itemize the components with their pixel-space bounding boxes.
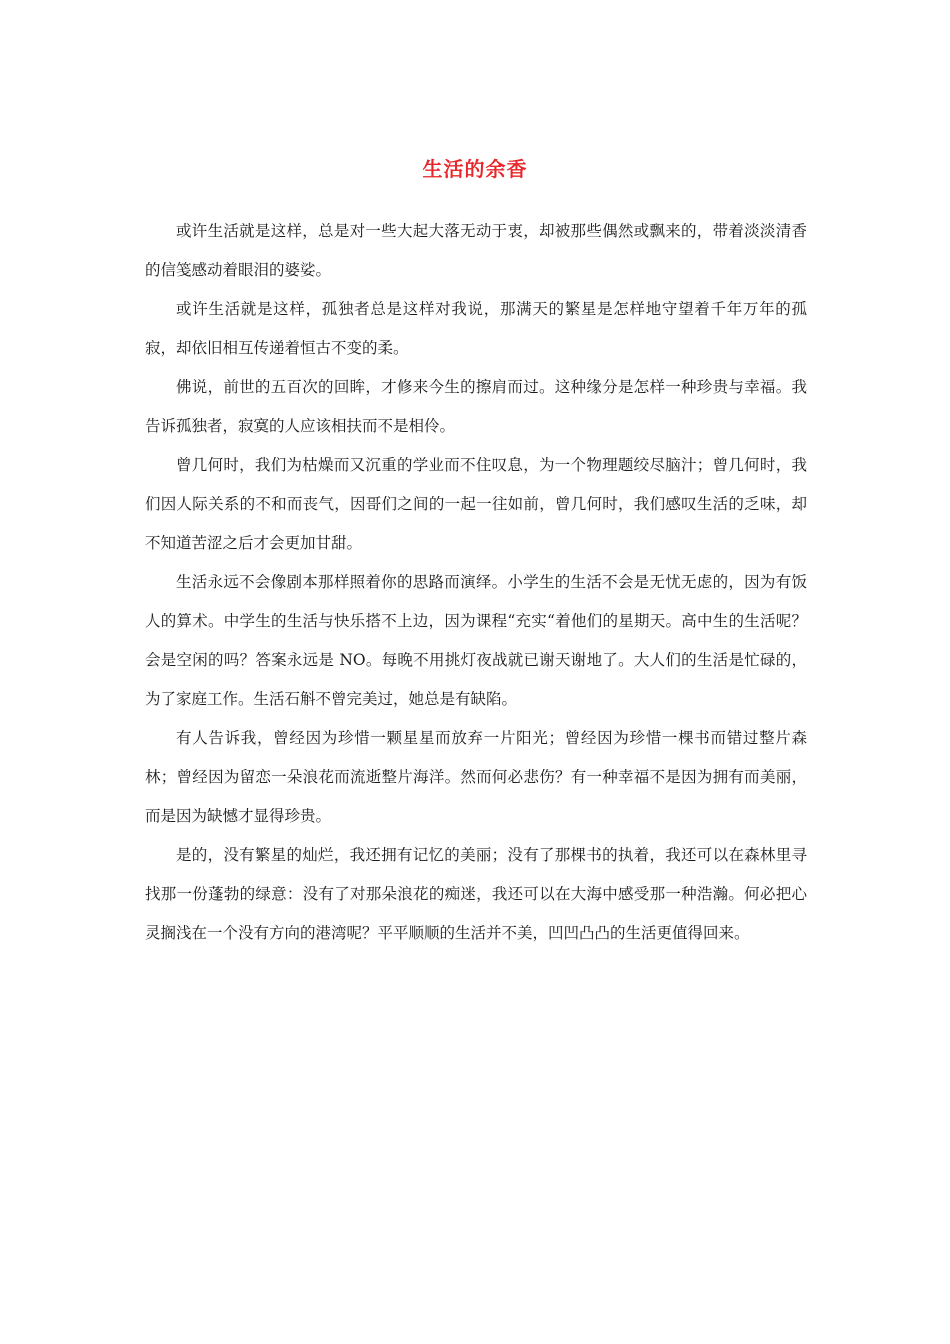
paragraph: 曾几何时，我们为枯燥而又沉重的学业而不住叹息，为一个物理题绞尽脑汁；曾几何时，我们因人际关系的不和而丧气，因哥们之间的一起一往如前，曾几何时，我们感叹生活的乏味，却不知道苦涩之后才会更加甘甜。 <box>145 456 807 552</box>
paragraph: 生活永远不会像剧本那样照着你的思路而演绎。小学生的生活不会是无忧无虑的，因为有饭人的算术。中学生的生活与快乐搭不上边，因为课程“充实“着他们的星期天。高中生的生活呢？会是空闲的吗？答案永远是 NO。每晚不用挑灯夜战就已谢天谢地了。大人们的生活是忙碌的，为了家庭工作。生活石斛不曾完美过，她总是有缺陷。 <box>145 573 807 708</box>
paragraph: 是的，没有繁星的灿烂，我还拥有记忆的美丽；没有了那棵书的执着，我还可以在森林里寻找那一份蓬勃的绿意：没有了对那朵浪花的痴迷，我还可以在大海中感受那一种浩瀚。何必把心灵搁浅在一个没有方向的港湾呢？平平顺顺的生活并不美，凹凹凸凸的生活更值得回来。 <box>145 846 807 942</box>
document-body <box>145 212 807 953</box>
paragraph: 或许生活就是这样，总是对一些大起大落无动于衷，却被那些偶然或飘来的，带着淡淡清香的信笺感动着眼泪的婆娑。 <box>145 222 807 279</box>
paragraph: 有人告诉我，曾经因为珍惜一颗星星而放弃一片阳光；曾经因为珍惜一棵书而错过整片森林；曾经因为留恋一朵浪花而流逝整片海洋。然而何必悲伤？有一种幸福不是因为拥有而美丽，而是因为缺憾才显得珍贵。 <box>145 729 807 825</box>
paragraph: 或许生活就是这样，孤独者总是这样对我说，那满天的繁星是怎样地守望着千年万年的孤寂，却依旧相互传递着恒古不变的柔。 <box>145 300 807 357</box>
paragraph: 佛说，前世的五百次的回眸，才修来今生的擦肩而过。这种缘分是怎样一种珍贵与幸福。我告诉孤独者，寂寞的人应该相扶而不是相伶。 <box>145 378 807 435</box>
document-title: 生活的余香 <box>422 157 528 181</box>
